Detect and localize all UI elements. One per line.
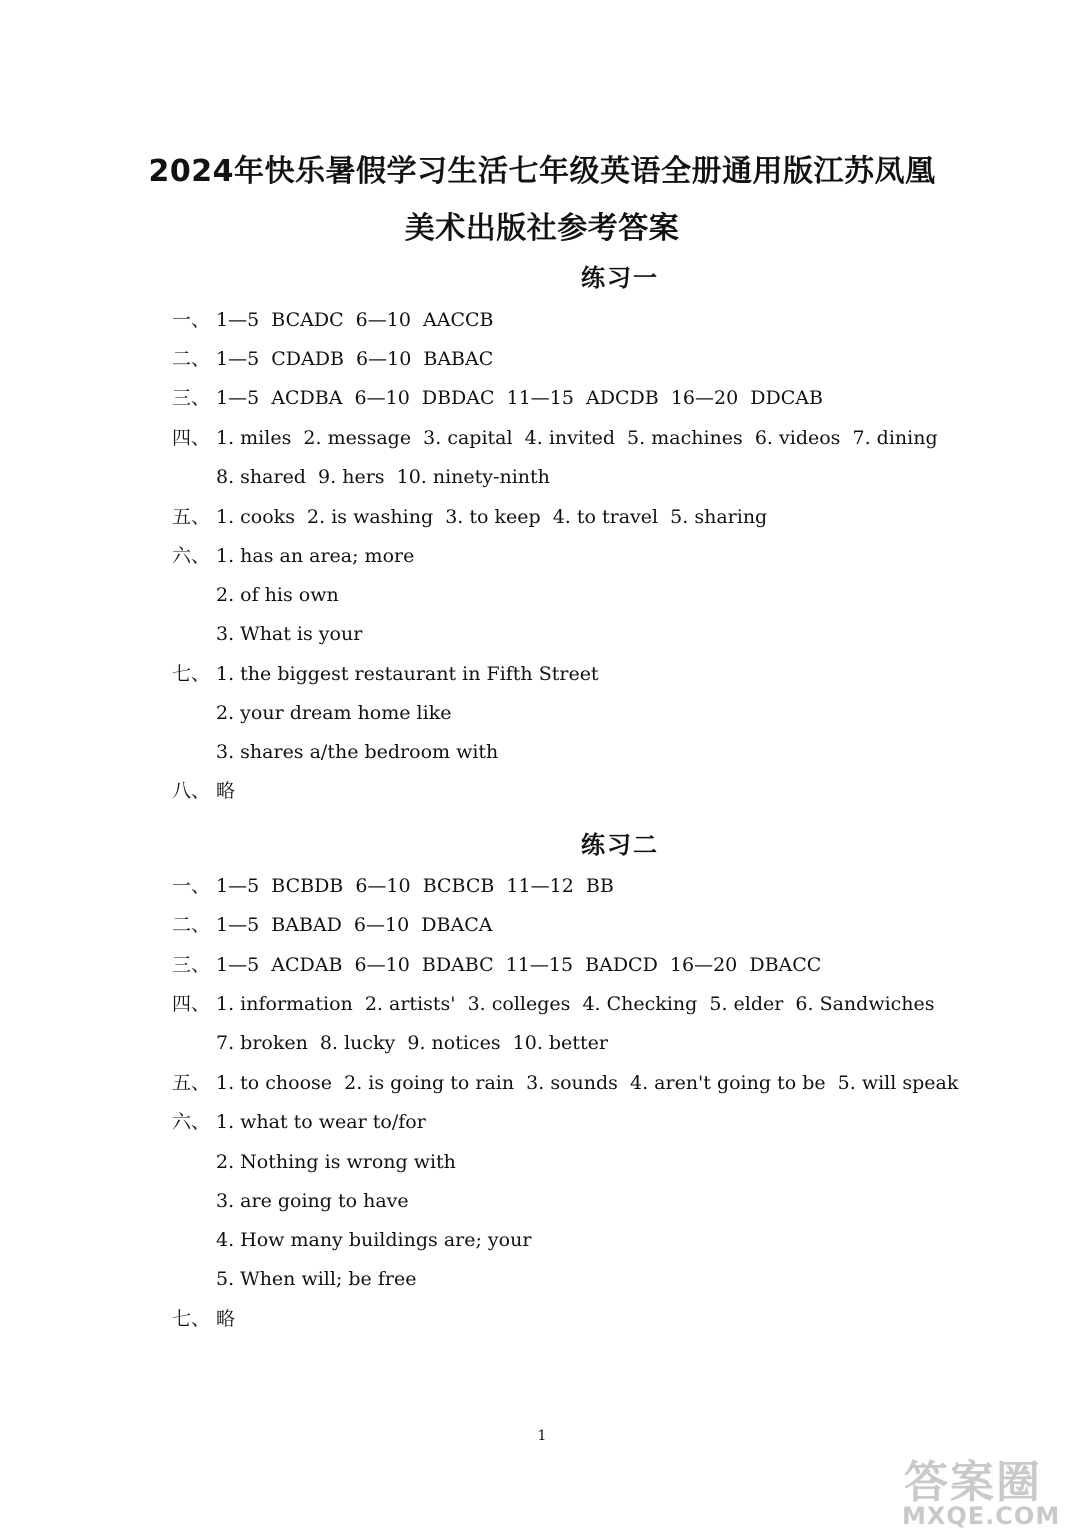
answer-row — [172, 1307, 235, 1331]
row-marker: 二、 — [172, 348, 211, 370]
answer-row — [172, 426, 938, 450]
answer-row — [216, 465, 550, 489]
row-text: 1. to choose 2. is going to rain 3. sounds 4. aren't going to be 5. will speak — [216, 1072, 959, 1094]
row-text: 1—5 BABAD 6—10 DBACA — [216, 914, 493, 936]
row-text: 1—5 BCADC 6—10 AACCB — [216, 309, 494, 331]
answer-row — [216, 701, 451, 725]
row-text: 1. cooks 2. is washing 3. to keep 4. to travel 5. sharing — [216, 506, 768, 528]
row-text: 1. has an area; more — [216, 545, 415, 567]
answer-row — [172, 505, 767, 529]
row-marker: 三、 — [172, 954, 211, 976]
answer-row — [172, 992, 935, 1016]
row-marker: 四、 — [172, 427, 211, 449]
row-text: 1—5 ACDAB 6—10 BDABC 11—15 BADCD 16—20 DBACC — [216, 954, 822, 976]
row-text: 3. shares a/the bedroom with — [216, 741, 499, 763]
answer-row — [172, 544, 414, 568]
row-text: 3. What is your — [216, 623, 363, 645]
answer-row — [172, 874, 614, 898]
row-marker: 二、 — [172, 914, 211, 936]
row-text: 4. How many buildings are; your — [216, 1229, 532, 1251]
row-marker: 五、 — [172, 506, 211, 528]
row-text: 1. the biggest restaurant in Fifth Street — [216, 663, 599, 685]
answer-row — [172, 386, 823, 410]
row-text: 1—5 CDADB 6—10 BABAC — [216, 348, 494, 370]
row-text: 2. your dream home like — [216, 702, 452, 724]
row-text: 7. broken 8. lucky 9. notices 10. better — [216, 1032, 608, 1054]
answer-row — [216, 1228, 531, 1252]
answer-row — [216, 622, 362, 646]
answer-row — [216, 1189, 409, 1213]
row-marker: 六、 — [172, 545, 211, 567]
row-text: 3. are going to have — [216, 1190, 409, 1212]
document-title-line2: 美术出版社参考答案 — [404, 211, 680, 246]
row-text: 2. Nothing is wrong with — [216, 1151, 456, 1173]
row-text: 1. what to wear to/for — [216, 1111, 426, 1133]
row-marker: 三、 — [172, 387, 211, 409]
answer-row — [172, 308, 494, 332]
answer-row — [172, 1071, 958, 1095]
answer-row — [172, 953, 821, 977]
document-title-line1: 2024年快乐暑假学习生活七年级英语全册通用版江苏凤凰 — [148, 154, 936, 189]
answer-row — [172, 347, 493, 371]
row-text: 5. When will; be free — [216, 1268, 417, 1290]
answer-row — [172, 1110, 426, 1134]
answer-row — [216, 1031, 608, 1055]
answer-row — [216, 1267, 416, 1291]
row-text: 1—5 ACDBA 6—10 DBDAC 11—15 ADCDB 16—20 DDCAB — [216, 387, 823, 409]
row-marker: 八、 — [172, 780, 211, 802]
row-marker: 七、 — [172, 1308, 211, 1330]
answer-row — [216, 740, 498, 764]
row-text: 1. information 2. artists' 3. colleges 4. Checking 5. elder 6. Sandwiches — [216, 993, 935, 1015]
row-marker: 六、 — [172, 1111, 211, 1133]
answer-row — [172, 779, 235, 803]
section-heading-2: 练习二 — [581, 831, 659, 859]
section-heading-1: 练习一 — [581, 264, 659, 292]
row-text: 2. of his own — [216, 584, 339, 606]
row-text: 略 — [216, 1308, 236, 1330]
row-text: 略 — [216, 780, 236, 802]
row-marker: 七、 — [172, 663, 211, 685]
row-text: 8. shared 9. hers 10. ninety-ninth — [216, 466, 550, 488]
watermark-logo — [896, 1446, 1076, 1530]
row-marker: 五、 — [172, 1072, 211, 1094]
row-marker: 一、 — [172, 309, 211, 331]
answer-row — [172, 913, 492, 937]
answer-row — [172, 662, 599, 686]
row-marker: 一、 — [172, 875, 211, 897]
watermark-top: 答案圈 — [904, 1457, 1042, 1508]
row-text: 1—5 BCBDB 6—10 BCBCB 11—12 BB — [216, 875, 614, 897]
answer-row — [216, 583, 339, 607]
row-marker: 四、 — [172, 993, 211, 1015]
answer-row — [216, 1150, 456, 1174]
row-text: 1. miles 2. message 3. capital 4. invited 5. machines 6. videos 7. dining — [216, 427, 938, 449]
page-number: 1 — [537, 1428, 547, 1444]
watermark-bottom: MXQE.COM — [902, 1502, 1061, 1530]
